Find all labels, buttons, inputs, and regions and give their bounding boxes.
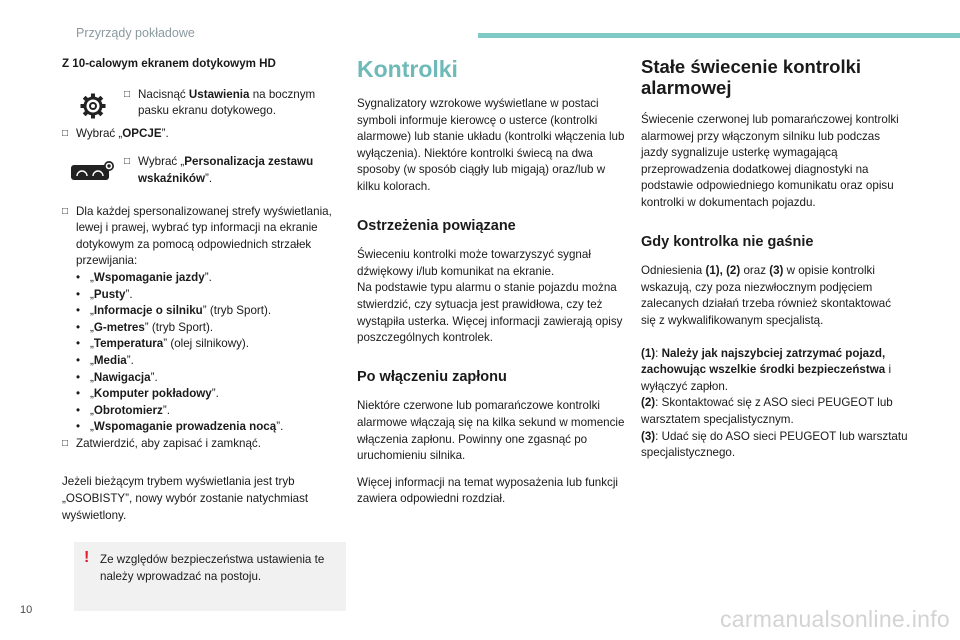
column-indicators <box>357 56 625 518</box>
option-name: Obrotomierz <box>93 403 163 417</box>
step-settings-row <box>62 87 336 120</box>
bullet: • <box>76 337 81 351</box>
option-note: (tryb Sport) <box>148 320 210 334</box>
option-item: • „Wspomaganie jazdy”. <box>62 270 336 287</box>
gear-icon <box>62 87 124 119</box>
option-name: Pusty <box>93 287 126 301</box>
step-select-options: □ Wybrać „OPCJE”. <box>62 126 336 143</box>
heading-after-ignition: Po włączeniu zapłonu <box>357 368 507 385</box>
note-1: (1): Należy jak najszybciej zatrzymać pojazd, zachowując wszelkie środki bezpieczeństwa i wyłączyć zapłon. <box>641 346 892 393</box>
option-item: • „Komputer pokładowy”. <box>62 386 336 403</box>
option-item: • „Nawigacja”. <box>62 370 336 387</box>
checkbox-marker-icon: □ <box>62 437 69 449</box>
safety-warning-text: Ze względów bezpieczeństwa ustawienia te należy wprowadzać na postoju. <box>100 553 325 583</box>
option-name: Nawigacja <box>93 370 151 384</box>
option-item: • „Media”. <box>62 353 336 370</box>
header-accent-bar <box>478 33 960 38</box>
step-confirm: □ Zatwierdzić, aby zapisać i zamknąć. <box>62 436 336 453</box>
option-name: Temperatura <box>93 337 164 351</box>
bullet: • <box>76 270 81 284</box>
bullet: • <box>76 353 81 367</box>
option-name: Komputer pokładowy <box>93 387 212 401</box>
option-name: Informacje o silniku <box>93 304 203 318</box>
column-settings <box>62 56 336 611</box>
related-warnings-text: Świeceniu kontrolki może towarzyszyć sygnał dźwiękowy i/lub komunikat na ekranie. <box>357 248 591 278</box>
cluster-settings-icon <box>62 154 124 182</box>
step-choose-info: □ Dla każdej spersonalizowanej strefy wyświetlania, lewej i prawej, wybrać typ informacji na ekranie dotykowym za pomocą odpowiednich strzałek przewijania: <box>62 204 332 268</box>
step-select-personalization: □ Wybrać „Personalizacja zestawu wskaźników”. <box>124 155 314 185</box>
warning-icon: ! <box>84 549 90 567</box>
personal-mode-note: Jeżeli bieżącym trybem wyświetlania jest tryb „OSOBISTY”, nowy wybór zostanie natychmiast wyświetlony. <box>62 475 309 522</box>
bullet: • <box>76 420 81 434</box>
option-item: • „Temperatura” (olej silnikowy). <box>62 336 336 353</box>
checkbox-marker-icon: □ <box>124 156 131 168</box>
option-name: Wspomaganie prowadzenia nocą <box>93 420 277 434</box>
option-item: • „Informacje o silniku” (tryb Sport). <box>62 303 336 320</box>
related-warnings-text-2: Na podstawie typu alarmu o stanie pojazdu można stwierdzić, czy sytuacja jest prawidłowa, czy też wystąpiła usterka. Więcej informacji zawierają opisy poszczególnych kontrolek. <box>357 281 623 345</box>
watermark: carmanualsonline.info <box>719 606 950 632</box>
heading-related-warnings: Ostrzeżenia powiązane <box>357 217 516 234</box>
heading-light-stays-on: Gdy kontrolka nie gaśnie <box>641 233 814 250</box>
more-info-text: Więcej informacji na temat wyposażenia lub funkcji zawiera odpowiedni rozdział. <box>357 475 618 506</box>
after-ignition-text: Niektóre czerwone lub pomarańczowe kontrolki alarmowe włączają się na kilka sekund w momencie włączenia zapłonu. Powinny one zgasnąć po uruchomieniu silnika. <box>357 399 625 463</box>
bullet: • <box>76 370 81 384</box>
bullet: • <box>76 387 81 401</box>
note-3: (3): Udać się do ASO sieci PEUGEOT lub warsztatu specjalistycznego. <box>641 429 908 460</box>
step-press-settings: □ Nacisnąć Ustawienia na bocznym pasku ekranu dotykowego. <box>124 87 316 118</box>
intro-paragraph: Sygnalizatory wzrokowe wyświetlane w postaci symboli informuje kierowcę o usterce (kontrolki alarmowe) lub stanie układu (kontrolki włączenia lub wyłączenia). Niektóre kontrolki świecą na dwa sposoby (w sposób ciągły lub migają) oraz/lub w kilku kolorach. <box>357 97 625 193</box>
note-2: (2): Skontaktować się z ASO sieci PEUGEOT lub warsztatem specjalistycznym. <box>641 396 893 426</box>
section-title-constant-warning: Stałe świecenie kontrolki alarmowej <box>641 56 862 98</box>
option-name: G-metres <box>93 320 145 334</box>
option-item: • „Wspomaganie prowadzenia nocą”. <box>62 419 336 436</box>
page-number: 10 <box>20 604 33 616</box>
bullet: • <box>76 304 81 318</box>
option-note: (olej silnikowy) <box>167 337 246 351</box>
checkbox-marker-icon: □ <box>124 88 131 100</box>
constant-warning-text: Świecenie czerwonej lub pomarańczowej kontrolki alarmowej przy włączonym silniku lub podczas jazdy sygnalizuje usterkę wymagającą przeprowadzenia dodatkowej diagnostyki na podstawie odpowiedniego komunikatu oraz opisu kontrolki w dokumentach pojazdu. <box>641 113 899 209</box>
subtitle: Z 10-calowym ekranem dotykowym HD <box>62 57 276 70</box>
bullet: • <box>76 403 81 417</box>
option-note: (tryb Sport) <box>206 304 268 318</box>
header-section-title: Przyrządy pokładowe <box>76 26 195 40</box>
step-personalization-row <box>62 154 336 187</box>
option-item: • „Pusty”. <box>62 287 336 304</box>
safety-warning-box <box>74 542 346 611</box>
options-list <box>62 270 336 436</box>
option-item: • „Obrotomierz”. <box>62 403 336 420</box>
section-title-kontrolki: Kontrolki <box>357 56 458 82</box>
column-constant-warning <box>641 56 909 462</box>
references-text: Odniesienia (1), (2) oraz (3) w opisie kontrolki wskazują, czy poza niezwłocznym podjęciem zalecanych działań trzeba również skontaktować się z wykwalifikowanym specjalistą. <box>641 264 892 327</box>
bullet: • <box>76 287 81 301</box>
option-item: • „G-metres” (tryb Sport). <box>62 320 336 337</box>
option-name: Media <box>93 353 127 367</box>
bullet: • <box>76 320 81 334</box>
option-name: Wspomaganie jazdy <box>93 270 205 284</box>
checkbox-marker-icon: □ <box>62 205 69 217</box>
checkbox-marker-icon: □ <box>62 127 69 139</box>
